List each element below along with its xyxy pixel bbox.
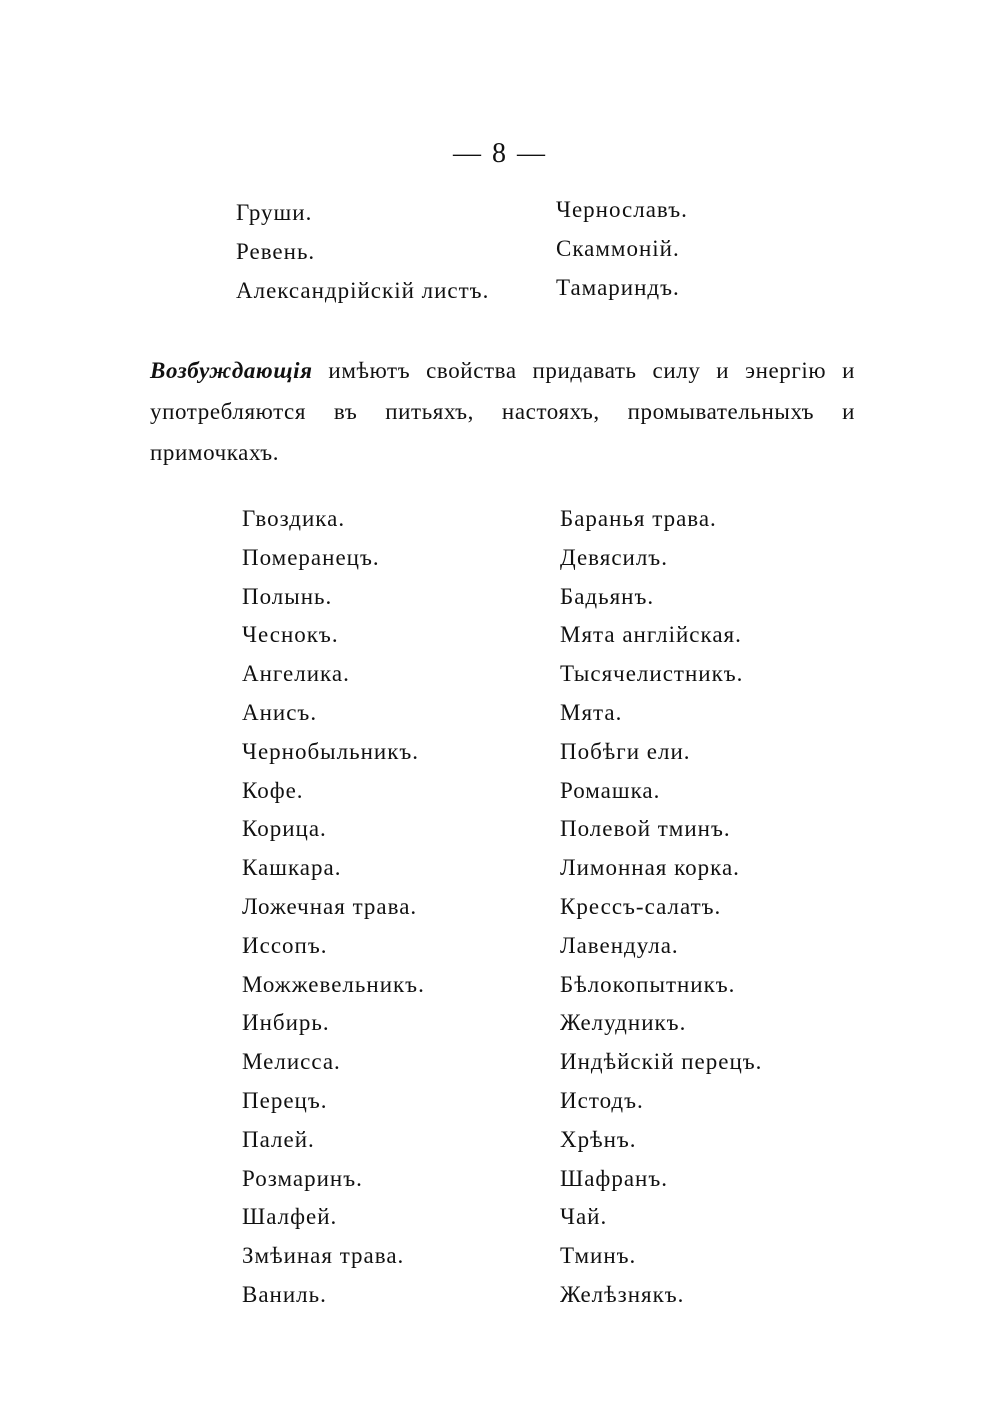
- list-item: Палей.: [242, 1126, 315, 1152]
- list-item: Желѣзнякъ.: [560, 1281, 685, 1307]
- list-item: Чернославъ.: [556, 197, 688, 222]
- list-item: Перецъ.: [242, 1087, 328, 1113]
- top-list-right-column: [556, 190, 688, 307]
- stimulants-paragraph: [150, 350, 855, 473]
- herb-list-right-column: [560, 500, 762, 1315]
- top-list-left-column: [236, 193, 489, 310]
- list-item: Побѣги ели.: [560, 738, 691, 764]
- list-item: Бадьянъ.: [560, 583, 655, 609]
- list-item: Чернобыльникъ.: [242, 738, 420, 764]
- list-item: Ромашка.: [560, 777, 661, 803]
- list-item: Кофе.: [242, 777, 304, 803]
- list-item: Александрійскій листъ.: [236, 278, 490, 303]
- list-item: Крессъ-салатъ.: [560, 893, 722, 919]
- list-item: Хрѣнъ.: [560, 1126, 637, 1152]
- list-item: Чеснокъ.: [242, 622, 339, 648]
- list-item: Ангелика.: [242, 661, 350, 687]
- list-item: Розмаринъ.: [242, 1165, 363, 1191]
- list-item: Лимонная корка.: [560, 855, 740, 881]
- list-item: Мелисса.: [242, 1049, 341, 1075]
- paragraph-term: Возбуждающія: [150, 358, 313, 383]
- list-item: Ложечная трава.: [242, 893, 418, 919]
- list-item: Иссопъ.: [242, 932, 328, 958]
- list-item: Индѣйскій перецъ.: [560, 1049, 763, 1075]
- list-item: Померанецъ.: [242, 544, 380, 570]
- list-item: Корица.: [242, 816, 327, 842]
- list-item: Скаммоній.: [556, 236, 680, 261]
- list-item: Бѣлокопытникъ.: [560, 971, 736, 997]
- list-item: Ревень.: [236, 239, 316, 264]
- list-item: Тамариндъ.: [556, 275, 680, 300]
- list-item: Желудникъ.: [560, 1010, 687, 1036]
- list-item: Анисъ.: [242, 699, 318, 725]
- list-item: Инбирь.: [242, 1010, 330, 1036]
- list-item: Истодъ.: [560, 1087, 644, 1113]
- list-item: Мята.: [560, 699, 623, 725]
- herb-list-left-column: [242, 500, 425, 1315]
- list-item: Баранья трава.: [560, 506, 717, 531]
- list-item: Змѣиная трава.: [242, 1243, 405, 1269]
- list-item: Шафранъ.: [560, 1165, 668, 1191]
- list-item: Ваниль.: [242, 1281, 327, 1307]
- list-item: Груши.: [236, 200, 313, 225]
- list-item: Тминъ.: [560, 1243, 637, 1269]
- list-item: Полевой тминъ.: [560, 816, 731, 842]
- list-item: Девясилъ.: [560, 544, 668, 570]
- list-item: Лавендула.: [560, 932, 679, 958]
- list-item: Чай.: [560, 1204, 608, 1230]
- page-number: — 8 —: [453, 138, 547, 169]
- list-item: Гвоздика.: [242, 506, 346, 531]
- list-item: Полынь.: [242, 583, 333, 609]
- list-item: Мята англійская.: [560, 622, 742, 648]
- list-item: Можжевельникъ.: [242, 971, 425, 997]
- paragraph-text: имѣютъ свойства придавать силу и энергію и употребляются въ питьяхъ, настояхъ, промывательныхъ и примочкахъ.: [150, 358, 855, 465]
- list-item: Шалфей.: [242, 1204, 338, 1230]
- list-item: Тысячелистникъ.: [560, 661, 744, 687]
- list-item: Кашкара.: [242, 855, 342, 881]
